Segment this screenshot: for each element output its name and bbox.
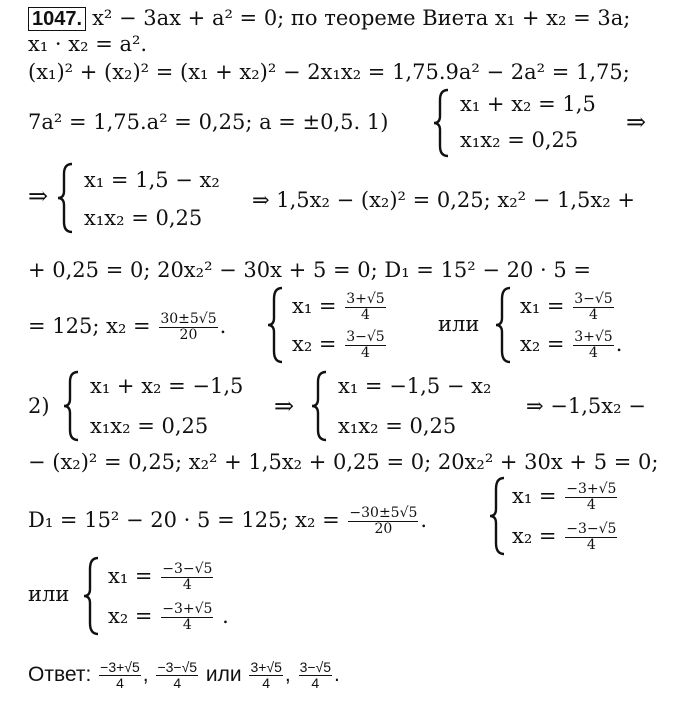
case2-implies-arrow: ⇒ [274,392,295,420]
brace-icon [310,370,330,442]
case2-b-row-2: x₁x₂ = 0,25 [338,414,457,438]
case1-system-d [494,286,664,364]
case2-system-c [488,476,668,556]
case2-after-b: ⇒ −1,5x₂ − [526,394,646,418]
line-1 [28,6,630,31]
brace-icon [494,286,514,364]
answer-or: или [205,663,242,687]
case2-d-row-2: x₂ = $\frac{-3+√5}{4}$ . [108,601,229,633]
case1-line-next: + 0,25 = 0; 20x₂² − 30x + 5 = 0; D₁ = 15² − 20 · 5 = [28,258,592,282]
brace-icon [62,370,82,442]
case1-a-row-2: x₁x₂ = 0,25 [460,128,579,152]
case1-b-row-1: x₁ = 1,5 − x₂ [84,168,220,192]
case1-or: или [438,312,480,336]
case2-or: или [28,582,70,606]
line-3: (x₁)² + (x₂)² = (x₁ + x₂)² − 2x₁x₂ = 1,75.9a² − 2a² = 1,75; [28,60,630,84]
line-2: x₁ · x₂ = a². [28,32,148,56]
line-4: 7a² = 1,75.a² = 0,25; a = ±0,5. 1) [28,110,389,134]
case1-c-row-2: x₂ = $\frac{3-√5}{4}$ [292,329,385,361]
case1-line-d: = 125; x₂ = $\frac{30\pm 5√5}{20}$ . [28,311,227,343]
answer-line: Ответ: $\frac{-3+√5}{4}$ , $\frac{-3-√5}{4}$ или $\frac{3+√5}{4}$ , $\frac{3-√5}{4}$ . [28,659,340,691]
brace-icon [432,88,452,158]
case2-d-text: D₁ = 15² − 20 · 5 = 125; x₂ = [28,508,340,532]
case1-system-a [432,88,632,158]
answer-label: Ответ: [28,663,92,687]
case1-system-b [56,162,256,234]
brace-icon [488,476,508,556]
brace-icon [266,286,286,364]
case2-a-row-1: x₁ + x₂ = −1,5 [90,374,244,398]
case1-d-row-2: x₂ = $\frac{3+√5}{4}$ . [520,329,623,361]
problem-number: 1047. [28,7,86,31]
answer-value-4: $\frac{3-√5}{4}$ [299,659,331,691]
case2-system-a [62,370,282,442]
case2-x2-fraction: $\frac{-30\pm 5√5}{20}$ [349,505,418,537]
case2-a-row-2: x₁x₂ = 0,25 [90,414,209,438]
case2-label: 2) [28,394,50,418]
answer-value-3: $\frac{3+√5}{4}$ [250,659,282,691]
case1-d-row-1: x₁ = $\frac{3-√5}{4}$ [520,291,613,323]
case1-b-row-2: x₁x₂ = 0,25 [84,206,203,230]
case1-a-row-1: x₁ + x₂ = 1,5 [460,92,596,116]
line-1-text: x² − 3ax + a² = 0; по теореме Виета x₁ + x₂ = 3a; [92,6,631,30]
case1-line-after-b: ⇒ 1,5x₂ − (x₂)² = 0,25; x₂² − 1,5x₂ + [252,188,635,212]
case2-c-row-1: x₁ = $\frac{-3+√5}{4}$ [512,481,617,513]
case2-system-b [310,370,530,442]
case1-implies-arrow-1: ⇒ [626,108,647,136]
brace-icon [56,162,76,234]
case1-d-text: = 125; x₂ = [28,314,151,338]
answer-value-1: $\frac{-3+√5}{4}$ [100,659,140,691]
case2-line-d: D₁ = 15² − 20 · 5 = 125; x₂ = $\frac{-30\pm 5√5}{20}$ . [28,505,428,537]
answer-value-2: $\frac{-3-√5}{4}$ [157,659,198,691]
case2-b-row-1: x₁ = −1,5 − x₂ [338,374,492,398]
case1-implies-arrow-2: ⇒ [28,182,49,210]
case2-c-row-2: x₂ = $\frac{-3-√5}{4}$ [512,521,617,553]
case2-system-d [82,556,262,636]
case2-line-next: − (x₂)² = 0,25; x₂² + 1,5x₂ + 0,25 = 0; 20x₂² + 30x + 5 = 0; [28,450,659,474]
case1-system-c [266,286,426,364]
case2-d-row-1: x₁ = $\frac{-3-√5}{4}$ [108,561,213,593]
case1-c-row-1: x₁ = $\frac{3+√5}{4}$ [292,291,385,323]
case1-x2-fraction: $\frac{30\pm 5√5}{20}$ [160,311,217,343]
brace-icon [82,556,102,636]
